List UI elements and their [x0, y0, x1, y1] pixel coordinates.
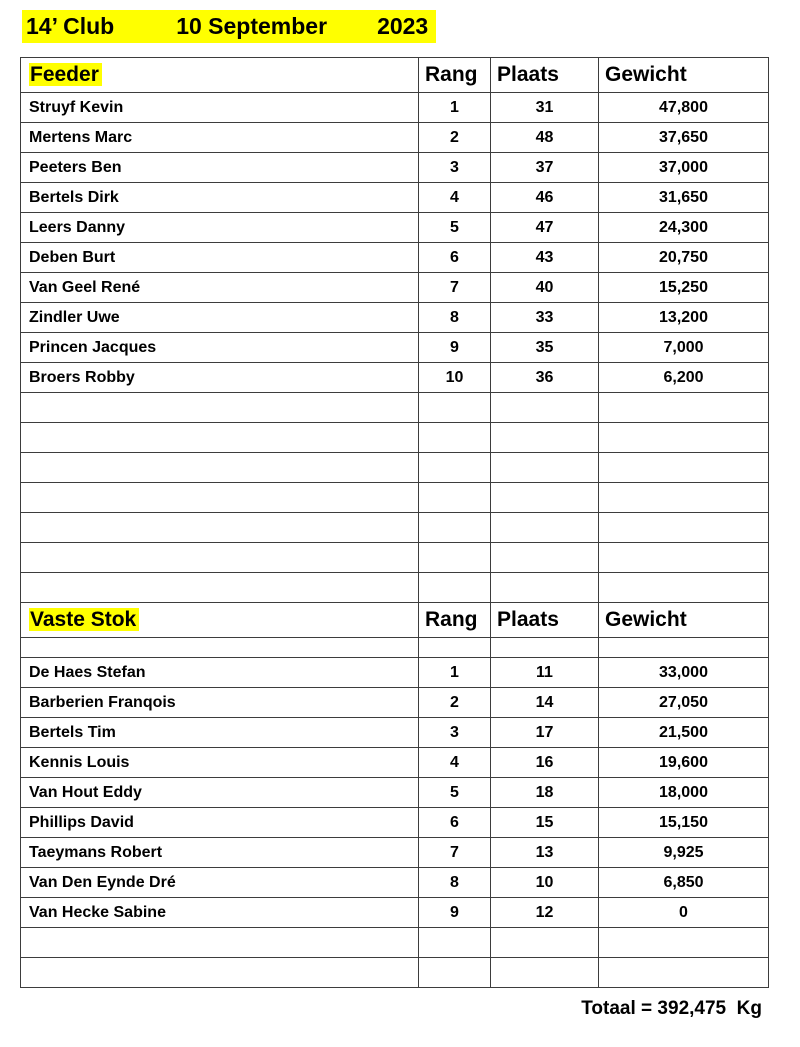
cell-name: Bertels Tim: [21, 718, 419, 748]
cell-plaats: 17: [491, 718, 599, 748]
cell-plaats: 15: [491, 808, 599, 838]
empty-cell: [599, 543, 769, 573]
cell-rang: 9: [419, 898, 491, 928]
cell-gewicht: 33,000: [599, 658, 769, 688]
table-row: [21, 748, 769, 778]
empty-cell: [599, 958, 769, 988]
empty-cell: [21, 638, 419, 658]
cell-name: Van Hout Eddy: [21, 778, 419, 808]
empty-cell: [599, 573, 769, 603]
empty-cell: [599, 928, 769, 958]
cell-gewicht: 7,000: [599, 333, 769, 363]
cell-plaats: 16: [491, 748, 599, 778]
cell-gewicht: 20,750: [599, 243, 769, 273]
cell-plaats: 35: [491, 333, 599, 363]
cell-name: Kennis Louis: [21, 748, 419, 778]
empty-cell: [491, 393, 599, 423]
table-row: [21, 153, 769, 183]
table-row: [21, 898, 769, 928]
empty-cell: [419, 573, 491, 603]
cell-plaats: 43: [491, 243, 599, 273]
empty-cell: [419, 393, 491, 423]
cell-gewicht: 19,600: [599, 748, 769, 778]
cell-gewicht: 18,000: [599, 778, 769, 808]
empty-row: [21, 928, 769, 958]
empty-row: [21, 958, 769, 988]
cell-name: Van Den Eynde Dré: [21, 868, 419, 898]
empty-cell: [419, 958, 491, 988]
cell-plaats: 37: [491, 153, 599, 183]
total-label: Totaal = 392,475 Kg: [581, 998, 762, 1019]
empty-cell: [491, 483, 599, 513]
col-header-rang: Rang: [419, 603, 491, 638]
cell-rang: 6: [419, 808, 491, 838]
col-header-gewicht: Gewicht: [599, 603, 769, 638]
empty-cell: [419, 483, 491, 513]
table-title: [21, 58, 419, 93]
cell-rang: 4: [419, 748, 491, 778]
cell-gewicht: 47,800: [599, 93, 769, 123]
empty-row: [21, 543, 769, 573]
empty-cell: [21, 928, 419, 958]
empty-cell: [599, 483, 769, 513]
cell-gewicht: 0: [599, 898, 769, 928]
cell-name: Struyf Kevin: [21, 93, 419, 123]
vaste-stok-header-row: [21, 603, 769, 638]
cell-name: Broers Robby: [21, 363, 419, 393]
cell-rang: 5: [419, 213, 491, 243]
cell-gewicht: 37,000: [599, 153, 769, 183]
col-header-plaats: Plaats: [491, 603, 599, 638]
cell-name: De Haes Stefan: [21, 658, 419, 688]
table-row: [21, 123, 769, 153]
cell-plaats: 18: [491, 778, 599, 808]
cell-rang: 8: [419, 303, 491, 333]
cell-name: Deben Burt: [21, 243, 419, 273]
cell-name: Leers Danny: [21, 213, 419, 243]
cell-gewicht: 31,650: [599, 183, 769, 213]
table-title: [21, 603, 419, 638]
cell-name: Van Hecke Sabine: [21, 898, 419, 928]
table-row: [21, 718, 769, 748]
cell-plaats: 47: [491, 213, 599, 243]
cell-rang: 2: [419, 123, 491, 153]
cell-plaats: 31: [491, 93, 599, 123]
title-date: 10 September: [176, 13, 328, 39]
table-row: [21, 868, 769, 898]
table-row: [21, 333, 769, 363]
empty-cell: [491, 958, 599, 988]
empty-cell: [599, 393, 769, 423]
table-title-text: Feeder: [29, 63, 102, 86]
title-year: 2023: [377, 13, 429, 39]
empty-cell: [599, 638, 769, 658]
table-row: [21, 808, 769, 838]
empty-row: [21, 483, 769, 513]
title-highlight: [22, 10, 436, 43]
cell-plaats: 14: [491, 688, 599, 718]
cell-name: Princen Jacques: [21, 333, 419, 363]
table-row: [21, 688, 769, 718]
empty-cell: [491, 543, 599, 573]
empty-cell: [491, 453, 599, 483]
cell-plaats: 40: [491, 273, 599, 303]
cell-rang: 7: [419, 273, 491, 303]
cell-rang: 10: [419, 363, 491, 393]
empty-cell: [21, 483, 419, 513]
empty-cell: [419, 928, 491, 958]
cell-rang: 6: [419, 243, 491, 273]
empty-cell: [21, 958, 419, 988]
empty-row: [21, 638, 769, 658]
table-row: [21, 183, 769, 213]
empty-row: [21, 423, 769, 453]
table-row: [21, 213, 769, 243]
cell-rang: 1: [419, 658, 491, 688]
table-row: [21, 838, 769, 868]
col-header-rang: Rang: [419, 58, 491, 93]
cell-gewicht: 6,200: [599, 363, 769, 393]
cell-plaats: 36: [491, 363, 599, 393]
empty-cell: [419, 453, 491, 483]
cell-gewicht: 21,500: [599, 718, 769, 748]
cell-name: Phillips David: [21, 808, 419, 838]
col-header-plaats: Plaats: [491, 58, 599, 93]
cell-name: Barberien Franqois: [21, 688, 419, 718]
empty-cell: [419, 638, 491, 658]
cell-plaats: 10: [491, 868, 599, 898]
cell-rang: 9: [419, 333, 491, 363]
vaste-stok-table: [20, 602, 769, 988]
table-row: [21, 93, 769, 123]
cell-gewicht: 13,200: [599, 303, 769, 333]
cell-rang: 3: [419, 153, 491, 183]
cell-rang: 2: [419, 688, 491, 718]
empty-cell: [599, 423, 769, 453]
empty-cell: [599, 513, 769, 543]
empty-cell: [491, 928, 599, 958]
empty-row: [21, 393, 769, 423]
table-row: [21, 658, 769, 688]
results-tables: [20, 57, 800, 988]
cell-name: Zindler Uwe: [21, 303, 419, 333]
table-row: [21, 778, 769, 808]
cell-plaats: 48: [491, 123, 599, 153]
cell-gewicht: 27,050: [599, 688, 769, 718]
empty-cell: [21, 453, 419, 483]
empty-cell: [419, 423, 491, 453]
empty-row: [21, 573, 769, 603]
empty-cell: [599, 453, 769, 483]
cell-gewicht: 15,150: [599, 808, 769, 838]
cell-name: Taeymans Robert: [21, 838, 419, 868]
table-row: [21, 303, 769, 333]
cell-name: Mertens Marc: [21, 123, 419, 153]
cell-gewicht: 9,925: [599, 838, 769, 868]
cell-plaats: 46: [491, 183, 599, 213]
empty-cell: [21, 573, 419, 603]
cell-name: Van Geel René: [21, 273, 419, 303]
cell-rang: 3: [419, 718, 491, 748]
cell-rang: 8: [419, 868, 491, 898]
empty-row: [21, 513, 769, 543]
table-row: [21, 363, 769, 393]
cell-rang: 4: [419, 183, 491, 213]
table-row: [21, 243, 769, 273]
empty-cell: [21, 513, 419, 543]
empty-cell: [491, 638, 599, 658]
empty-cell: [419, 513, 491, 543]
empty-cell: [419, 543, 491, 573]
cell-gewicht: 6,850: [599, 868, 769, 898]
empty-cell: [21, 543, 419, 573]
empty-cell: [491, 423, 599, 453]
cell-gewicht: 24,300: [599, 213, 769, 243]
empty-cell: [21, 423, 419, 453]
cell-rang: 1: [419, 93, 491, 123]
empty-row: [21, 453, 769, 483]
empty-cell: [491, 573, 599, 603]
cell-plaats: 12: [491, 898, 599, 928]
cell-plaats: 11: [491, 658, 599, 688]
cell-gewicht: 37,650: [599, 123, 769, 153]
table-row: [21, 273, 769, 303]
feeder-table: [20, 57, 769, 603]
feeder-header-row: [21, 58, 769, 93]
cell-plaats: 13: [491, 838, 599, 868]
cell-name: Bertels Dirk: [21, 183, 419, 213]
cell-name: Peeters Ben: [21, 153, 419, 183]
empty-cell: [491, 513, 599, 543]
cell-rang: 7: [419, 838, 491, 868]
title-club: 14’ Club: [26, 13, 115, 39]
empty-cell: [21, 393, 419, 423]
table-title-text: Vaste Stok: [29, 608, 139, 631]
page-title: [22, 10, 800, 43]
cell-rang: 5: [419, 778, 491, 808]
cell-plaats: 33: [491, 303, 599, 333]
cell-gewicht: 15,250: [599, 273, 769, 303]
col-header-gewicht: Gewicht: [599, 58, 769, 93]
